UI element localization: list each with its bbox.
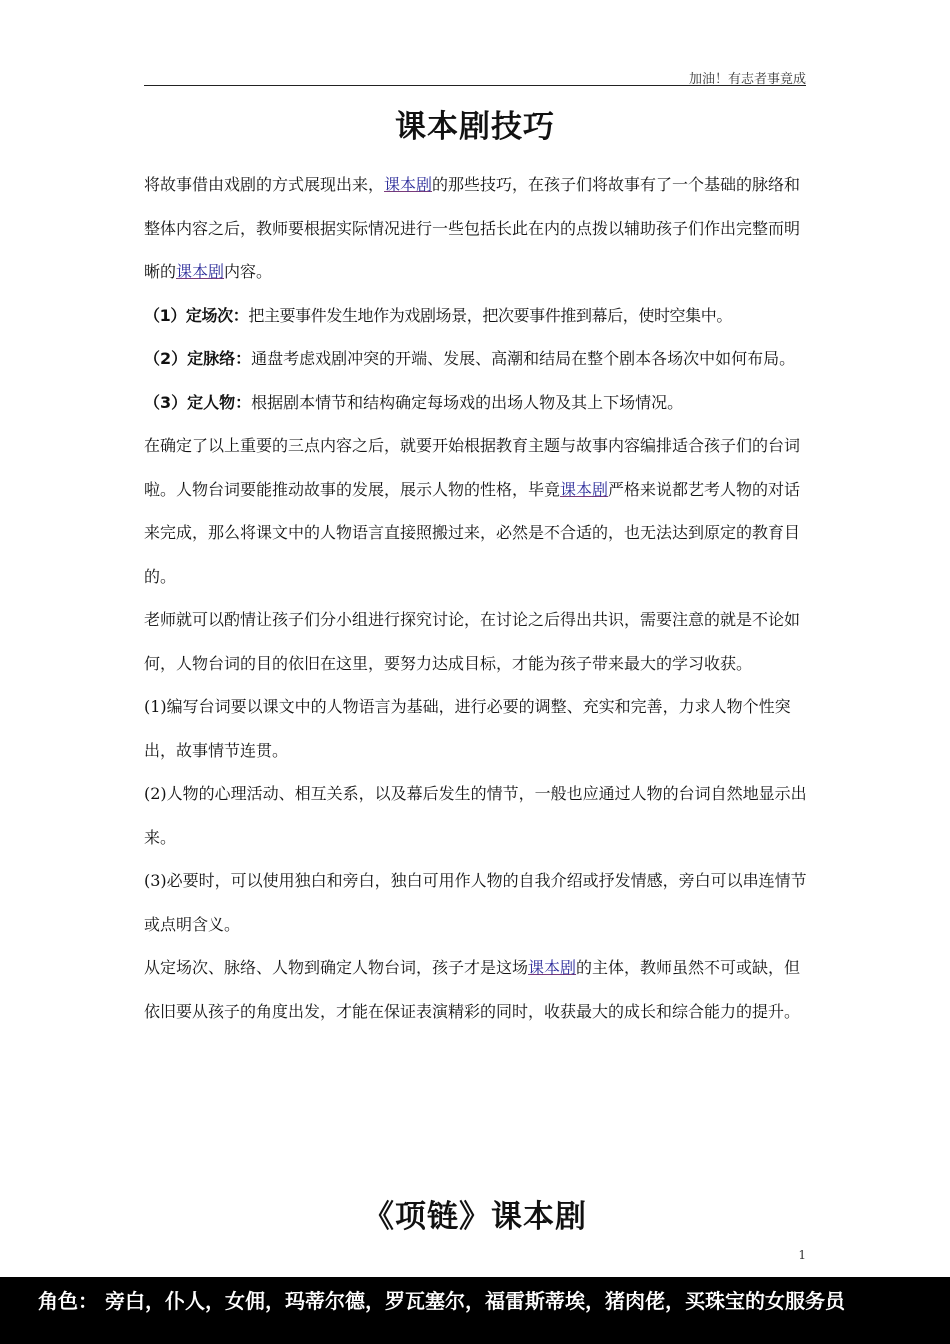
page-title: 课本剧技巧 <box>395 109 555 145</box>
step-text: 通盘考虑戏剧冲突的开端、发展、高潮和结局在整个剧本各场次中如何布局。 <box>251 349 796 368</box>
roles-banner: 角色： 旁白，仆人，女佣，玛蒂尔德，罗瓦塞尔，福雷斯蒂埃，猪肉佬，买珠宝的女服务员 <box>0 1277 950 1344</box>
conclusion-paragraph <box>144 946 810 1033</box>
rule-item: (1)编写台词要以课文中的人物语言为基础，进行必要的调整、充实和完善，力求人物个性突出，故事情节连贯。 <box>144 697 791 760</box>
article-body <box>144 163 810 1033</box>
step-item <box>144 381 810 425</box>
intro-text-3: 内容。 <box>224 262 273 281</box>
dialogue-text-2: 严格来说都艺考人物的对话来完成，那么将课文中的人物语言直接照搬过来，必然是不合适的，也无法达到原定的教育目的。 <box>144 479 801 586</box>
conclusion-text-2: 的主体，教师虽然不可或缺，但依旧要从孩子的角度出发，才能在保证表演精彩的同时，收获最大的成长和综合能力的提升。 <box>144 958 801 1021</box>
intro-paragraph <box>144 163 810 294</box>
header-rule <box>144 85 806 86</box>
textbook-drama-link[interactable]: 课本剧 <box>528 958 577 977</box>
section-title: 《项链》课本剧 <box>363 1199 587 1235</box>
rule-item: (3)必要时，可以使用独白和旁白，独白可用作人物的自我介绍或抒发情感，旁白可以串连情节或点明含义。 <box>144 871 807 934</box>
step-label: （2）定脉络： <box>144 349 252 368</box>
teacher-paragraph: 老师就可以酌情让孩子们分小组进行探究讨论，在讨论之后得出共识，需要注意的就是不论如何，人物台词的目的依旧在这里，要努力达成目标，才能为孩子带来最大的学习收获。 <box>144 610 801 673</box>
page-number: 1 <box>798 1248 806 1262</box>
header-motto: 加油！有志者事竟成 <box>688 72 806 87</box>
step-text: 根据剧本情节和结构确定每场戏的出场人物及其上下场情况。 <box>251 392 684 412</box>
dialogue-paragraph <box>144 424 810 598</box>
step-item <box>144 294 810 338</box>
textbook-drama-link[interactable]: 课本剧 <box>560 479 609 499</box>
step-label: （3）定人物： <box>144 392 252 412</box>
step-text: 把主要事件发生地作为戏剧场景，把次要事件推到幕后，使时空集中。 <box>248 305 732 325</box>
rule-item: (2)人物的心理活动、相互关系，以及幕后发生的情节，一般也应通过人物的台词自然地显示出来。 <box>144 784 807 847</box>
step-label: （1）定场次： <box>144 305 249 325</box>
dialogue-text-1: 在确定了以上重要的三点内容之后，就要开始根据教育主题与故事内容编排适合孩子们的台词啦。人物台词要能推动故事的发展，展示人物的性格，毕竟 <box>144 436 801 499</box>
textbook-drama-link[interactable]: 课本剧 <box>176 262 225 281</box>
intro-text-1: 将故事借由戏剧的方式展现出来， <box>144 175 385 194</box>
conclusion-text-1: 从定场次、脉络、人物到确定人物台词，孩子才是这场 <box>144 958 529 977</box>
textbook-drama-link[interactable]: 课本剧 <box>384 175 433 194</box>
step-item <box>144 337 810 381</box>
intro-text-2: 的那些技巧，在孩子们将故事有了一个基础的脉络和整体内容之后，教师要根据实际情况进行一些包括长此在内的点拨以辅助孩子们作出完整而明晰的 <box>144 175 801 281</box>
